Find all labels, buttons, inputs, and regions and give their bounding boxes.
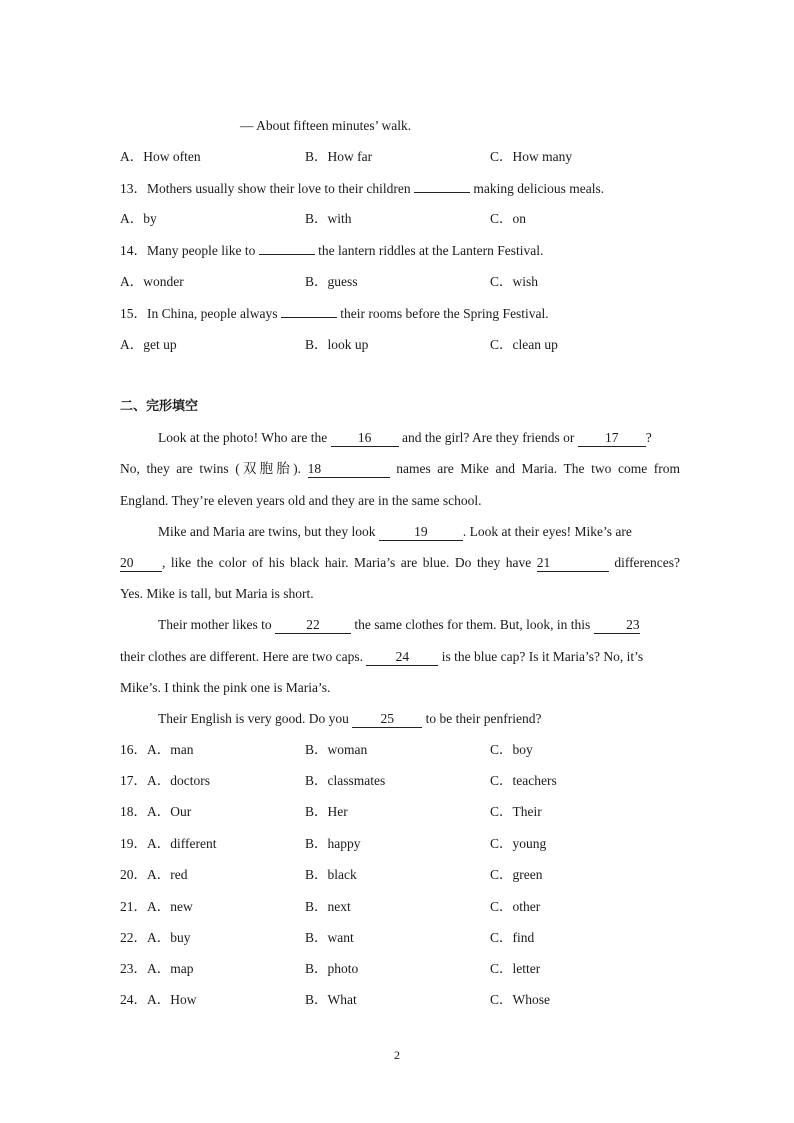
option-a: 17．A．doctors [120, 773, 210, 788]
option-b: B．classmates [305, 773, 386, 788]
option-b: B．What [305, 992, 357, 1007]
q14-stem: 14．Many people like to the lantern riddles at the Lantern Festival. [120, 240, 680, 260]
option-c: C．clean up [490, 337, 558, 352]
cloze-option-row [120, 990, 680, 1010]
option-b: B．happy [305, 836, 361, 851]
numbered-blank: 19 [379, 524, 463, 541]
q13-options [120, 209, 680, 229]
option-c: C．Their [490, 804, 542, 819]
numbered-blank: 23 [594, 617, 640, 634]
option-a: 18．A．Our [120, 804, 192, 819]
option-a: 23．A．map [120, 961, 194, 976]
numbered-blank: 18 [308, 461, 390, 478]
option-c: C．letter [490, 961, 541, 976]
option-b: B．photo [305, 961, 359, 976]
option-b: B．want [305, 930, 354, 945]
option-c: C．other [490, 899, 541, 914]
cloze-option-row [120, 771, 680, 791]
option-c: C．How many [490, 149, 573, 164]
passage-line: their clothes are different. Here are two caps. 24 is the blue cap? Is it Maria’s? No, it’s [120, 649, 644, 664]
q15-options [120, 335, 680, 355]
cloze-option-row [120, 897, 680, 917]
numbered-blank: 20 [120, 555, 162, 572]
passage-line: Mike and Maria are twins, but they look 19 . Look at their eyes! Mike’s are [158, 524, 632, 539]
cloze-option-row [120, 740, 680, 760]
option-b: B．look up [305, 337, 369, 352]
q14-options [120, 272, 680, 292]
option-c: C．find [490, 930, 535, 945]
option-b: B．guess [305, 274, 358, 289]
option-c: C．Whose [490, 992, 550, 1007]
passage-line: Mike’s. I think the pink one is Maria’s. [120, 680, 331, 695]
option-a: 16．A．man [120, 742, 194, 757]
option-a: A．get up [120, 337, 177, 352]
option-c: C．wish [490, 274, 539, 289]
option-b: B．black [305, 867, 357, 882]
option-a: A．by [120, 211, 157, 226]
passage-line: 20 , like the color of his black hair. Maria’s are blue. Do they have 21 differences? [120, 555, 681, 570]
q15-stem: 15．In China, people always their rooms before the Spring Festival. [120, 303, 680, 323]
passage-line: Yes. Mike is tall, but Maria is short. [120, 586, 314, 601]
numbered-blank: 25 [352, 711, 422, 728]
q12-answer: — About fifteen minutes’ walk. [240, 118, 412, 133]
cloze-option-row [120, 865, 680, 885]
passage-line: England. They’re eleven years old and they are in the same school. [120, 493, 482, 508]
passage-line: No, they are twins (双胞胎). 18 names are Mike and Maria. The two come from [120, 461, 681, 476]
cloze-option-row [120, 834, 680, 854]
numbered-blank: 17 [578, 430, 646, 447]
cloze-option-row [120, 928, 680, 948]
option-b: B．How far [305, 149, 373, 164]
option-c: C．on [490, 211, 527, 226]
cloze-option-row [120, 802, 680, 822]
option-b: B．woman [305, 742, 368, 757]
option-a: 20．A．red [120, 867, 188, 882]
answer-blank [281, 303, 337, 318]
option-a: 24．A．How [120, 992, 197, 1007]
numbered-blank: 24 [366, 649, 438, 666]
passage-line: Their mother likes to 22 the same clothes for them. But, look, in this 23 [158, 617, 640, 632]
option-a: 22．A．buy [120, 930, 191, 945]
answer-blank [414, 178, 470, 193]
option-c: C．teachers [490, 773, 557, 788]
page-number: 2 [394, 1048, 400, 1062]
q13-stem: 13．Mothers usually show their love to their children making delicious meals. [120, 178, 680, 198]
option-a: A．How often [120, 149, 201, 164]
answer-blank [259, 240, 315, 255]
option-a: 21．A．new [120, 899, 193, 914]
option-a: 19．A．different [120, 836, 217, 851]
numbered-blank: 22 [275, 617, 351, 634]
numbered-blank: 16 [331, 430, 399, 447]
numbered-blank: 21 [537, 555, 609, 572]
option-a: A．wonder [120, 274, 184, 289]
option-b: B．with [305, 211, 352, 226]
option-c: C．boy [490, 742, 533, 757]
option-b: B．next [305, 899, 351, 914]
section-title: 二、完形填空 [120, 399, 199, 414]
passage-line: Their English is very good. Do you 25 to be their penfriend? [158, 711, 542, 726]
option-c: C．young [490, 836, 547, 851]
option-c: C．green [490, 867, 543, 882]
option-b: B．Her [305, 804, 348, 819]
passage-line: Look at the photo! Who are the 16 and the girl? Are they friends or 17 ? [158, 430, 652, 445]
cloze-option-row [120, 959, 680, 979]
q12-options [120, 147, 680, 167]
